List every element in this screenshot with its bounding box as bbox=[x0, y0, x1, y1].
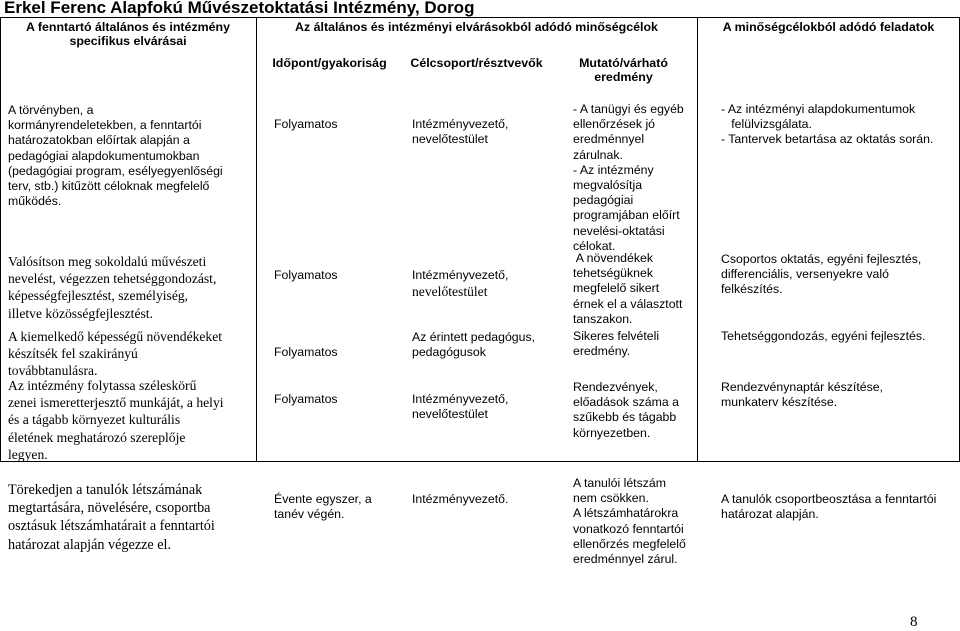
page-number: 8 bbox=[910, 614, 918, 630]
row5-indicator: A tanulói létszám nem csökken. A létszámhatárokra vonatkozó fenntartói ellenőrzés megfelelő eredménnyel zárul. bbox=[573, 476, 686, 567]
row2-target-group-b: nevelőtestület bbox=[412, 284, 488, 299]
row1-target-group: Intézményvezető, nevelőtestület bbox=[412, 117, 509, 147]
row1-tasks: - Az intézményi alapdokumentumok felülvizsgálata. - Tantervek betartása az oktatás során. bbox=[721, 102, 934, 147]
row1-indicator: - A tanügyi és egyéb ellenőrzések jó eredménnyel zárulnak. - Az intézmény megvalósítja pedagógiai programjában előírt nevelési-oktatási célokat. bbox=[573, 102, 684, 253]
header-quality-goals: Az általános és intézményi elvárásokból adódó minőségcélok bbox=[295, 20, 658, 34]
row3-target-group: Az érintett pedagógus, pedagógusok bbox=[412, 330, 536, 360]
row2-timing: Folyamatos bbox=[274, 268, 338, 282]
column-divider-5 bbox=[697, 17, 698, 462]
row2-requirement: Valósítson meg sokoldalú művészeti nevelést, végezzen tehetséggondozást, képességfejlesztést, személyiség, illetve közösségfejlesztést. bbox=[8, 254, 217, 321]
header-timing: Időpont/gyakoriság bbox=[272, 56, 387, 70]
row3-tasks: Tehetséggondozás, egyéni fejlesztés. bbox=[721, 329, 926, 343]
row4-requirement: Az intézmény folytassa széleskörű zenei ismeretterjesztő munkáját, a helyi és a tágabb környezet kulturális életének meghatározó szereplője legyen. bbox=[8, 378, 224, 462]
row3-timing: Folyamatos bbox=[274, 345, 338, 359]
header-requirements: A fenntartó általános és intézmény specifikus elvárásai bbox=[25, 20, 231, 48]
table-top-border bbox=[0, 17, 960, 18]
table-border-left bbox=[0, 17, 1, 462]
row4-timing: Folyamatos bbox=[274, 392, 338, 406]
row4-tasks: Rendezvénynaptár készítése, munkaterv készítése. bbox=[721, 380, 884, 410]
row5-timing: Évente egyszer, a tanév végén. bbox=[274, 492, 372, 522]
row5-target-group: Intézményvezető. bbox=[412, 492, 509, 506]
row3-requirement: A kiemelkedő képességű növendékeket készítsék fel szakirányú továbbtanulásra. bbox=[8, 329, 223, 379]
row2-tasks: Csoportos oktatás, egyéni fejlesztés, differenciális, versenyekre való felkészítés. bbox=[721, 252, 922, 297]
row2-target-group-a: Intézményvezető, bbox=[412, 268, 509, 282]
row3-indicator: Sikeres felvételi eredmény. bbox=[573, 329, 660, 359]
header-indicator: Mutató/várható eredmény bbox=[579, 56, 668, 84]
row2-indicator: A növendékek tehetségüknek megfelelő sikert érnek el a választott tanszakon. bbox=[573, 251, 683, 326]
row4-target-group: Intézményvezető, nevelőtestület bbox=[412, 392, 509, 422]
header-target-group: Célcsoport/résztvevők bbox=[410, 56, 543, 70]
header-tasks: A minőségcélokból adódó feladatok bbox=[722, 20, 935, 34]
row1-timing: Folyamatos bbox=[274, 117, 338, 131]
page-title: Erkel Ferenc Alapfokú Művészetoktatási Intézmény, Dorog bbox=[4, 0, 475, 17]
column-divider-1 bbox=[256, 17, 257, 462]
row5-tasks: A tanulók csoportbeosztása a fenntartói határozat alapján. bbox=[721, 492, 937, 522]
row4-indicator: Rendezvények, előadások száma a szűkebb és tágabb környezetben. bbox=[573, 380, 679, 440]
row1-requirement: A törvényben, a kormányrendeletekben, a fenntartói határozatokban előírtak alapján a pedagógiai alapdokumentumokban (pedagógiai program, esélyegyenlőségi terv, stb.) kitűzött céloknak megfelelő működés. bbox=[8, 103, 223, 209]
row5-requirement: Törekedjen a tanulók létszámának megtartására, növelésére, csoportba osztásuk létszámhatárait a fenntartói határozat alapján végezze el. bbox=[8, 482, 215, 553]
